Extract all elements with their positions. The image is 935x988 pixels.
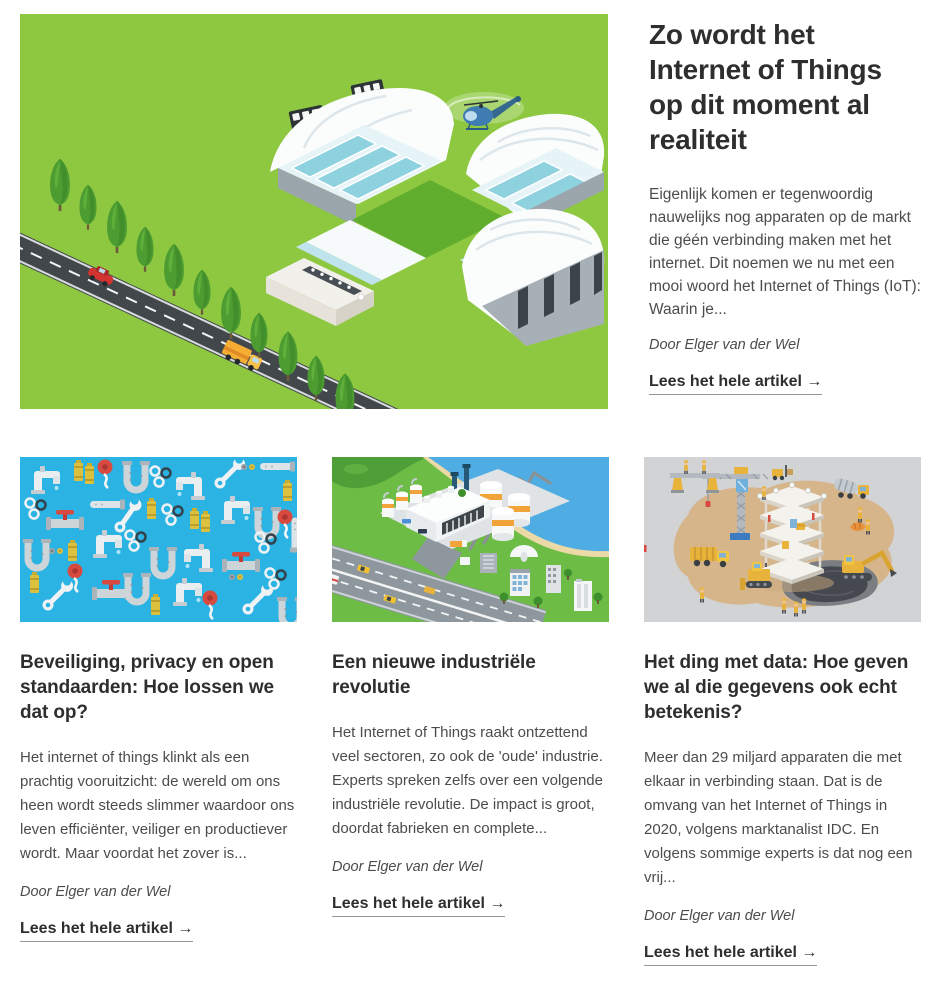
factory-illustration [332, 457, 609, 622]
featured-article [20, 14, 921, 409]
featured-article-title[interactable]: Zo wordt het Internet of Things op dit moment al realiteit [649, 19, 882, 155]
read-more-link[interactable]: Lees het hele artikel → [20, 920, 193, 942]
featured-read-more-link[interactable]: Lees het hele artikel → [649, 373, 822, 395]
article-title[interactable]: Een nieuwe industriële revolutie [332, 652, 536, 698]
featured-article-excerpt: Eigenlijk komen er tegenwoordig nauwelijks nog apparaten op de markt die géén verbinding maken met het internet. Dit noemen we nu met een mooi woord het Internet of Things (IoT): Waarin je... [649, 186, 921, 318]
article-image-factory[interactable] [332, 457, 609, 622]
article-title[interactable]: Beveiliging, privacy en open standaarden: Hoe lossen we dat op? [20, 652, 274, 723]
article-image-plumbing[interactable] [20, 457, 297, 622]
featured-article-author: Door Elger van der Wel [649, 337, 800, 353]
article-grid [20, 457, 921, 966]
article-card-industry [332, 457, 609, 917]
article-card-data [644, 457, 921, 966]
read-more-link[interactable]: Lees het hele artikel → [644, 944, 817, 966]
article-card-security [20, 457, 297, 942]
plumbing-pattern-illustration [20, 457, 297, 622]
featured-article-image[interactable] [20, 14, 608, 409]
stadium-illustration [20, 14, 608, 409]
featured-article-body [649, 14, 921, 395]
article-image-construction[interactable] [644, 457, 921, 622]
office-building [480, 553, 497, 573]
construction-site-illustration [644, 457, 921, 622]
read-more-link[interactable]: Lees het hele artikel → [332, 895, 505, 917]
article-excerpt: Het internet of things klinkt als een prachtig vooruitzicht: de wereld om ons heen wordt steeds slimmer waardoor ons leven efficiënter, veiliger en productiever wordt. Maar voordat het zover is... [20, 749, 295, 862]
article-excerpt: Meer dan 29 miljard apparaten die met elkaar in verbinding staan. Dat is de omvang van het Internet of Things in 2020, volgens marktanalist IDC. En volgens sommige experts is dat nog een vrij... [644, 749, 913, 886]
article-author: Door Elger van der Wel [644, 908, 795, 924]
article-author: Door Elger van der Wel [332, 859, 483, 875]
article-title[interactable]: Het ding met data: Hoe geven we al die gegevens ook echt betekenis? [644, 652, 909, 723]
article-author: Door Elger van der Wel [20, 884, 171, 900]
article-excerpt: Het Internet of Things raakt ontzettend veel sectoren, zo ook de 'oude' industrie. Experts spreken zelfs over een volgende industriële revolutie. De impact is groot, doordat fabrieken en complete... [332, 724, 603, 837]
